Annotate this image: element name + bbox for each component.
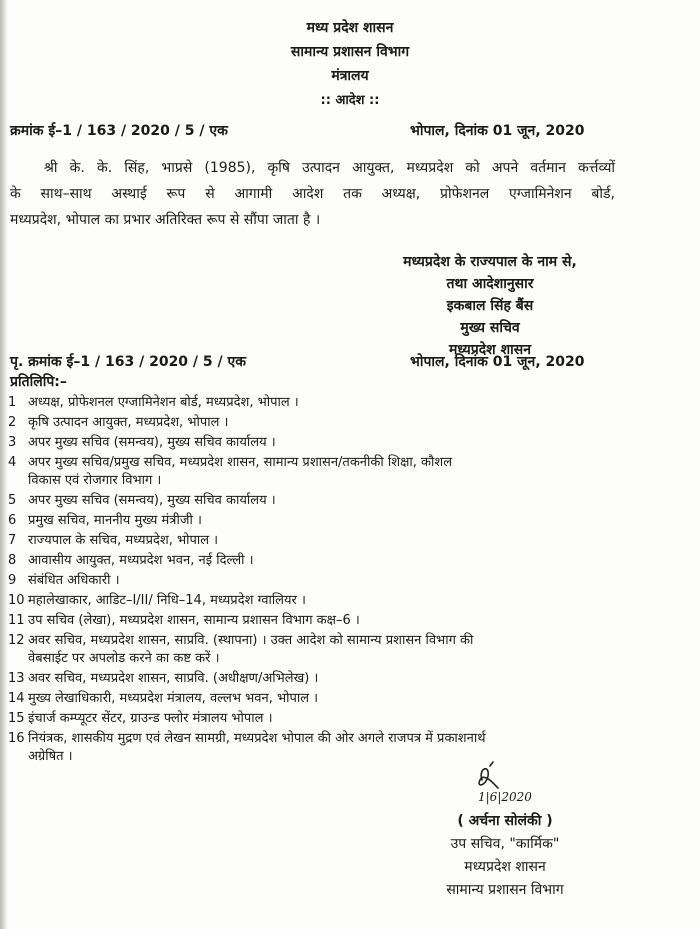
header-ministry: मंत्रालय xyxy=(331,68,369,84)
copy-list-item-number: 16 xyxy=(8,731,25,746)
copy-list-item-text: अध्यक्ष, प्रोफेशनल एग्जामिनेशन बोर्ड, मध्यप्रदेश, भोपाल । xyxy=(28,395,299,410)
header-government: मध्य प्रदेश शासन xyxy=(306,20,394,36)
copy-heading: प्रतिलिपि:– xyxy=(10,374,67,390)
order-body-line-1: श्री के. के. सिंह, भाप्रसे (1985), कृषि उत्पादन आयुक्त, मध्यप्रदेश को अपने वर्तमान कर्त्तव्यों xyxy=(44,160,615,176)
copy-list-item-number: 13 xyxy=(8,671,25,686)
copy-list-item xyxy=(8,708,273,726)
order-number: क्रमांक ई–1 / 163 / 2020 / 5 / एक xyxy=(10,123,228,139)
header-order-title: :: आदेश :: xyxy=(320,93,380,108)
copy-list-item-number: 11 xyxy=(8,613,25,628)
copy-list-item xyxy=(8,728,486,746)
copy-list-item-text: अपर मुख्य सचिव (समन्वय), मुख्य सचिव कार्यालय । xyxy=(28,435,276,450)
header-department: सामान्य प्रशासन विभाग xyxy=(290,44,410,60)
copy-list-item xyxy=(8,452,452,470)
copy-list-item-continuation: अग्रेषित । xyxy=(28,749,73,764)
copy-list-item-number: 15 xyxy=(8,711,25,726)
copy-list-item-text: प्रमुख सचिव, माननीय मुख्य मंत्रीजी । xyxy=(28,513,202,528)
signatory-name: ( अर्चना सोलंकी ) xyxy=(457,813,553,829)
copy-list-item xyxy=(8,510,202,528)
order-date: भोपाल, दिनांक 01 जून, 2020 xyxy=(410,123,585,139)
authority-line-1: मध्यप्रदेश के राज्यपाल के नाम से, xyxy=(403,254,577,270)
copy-list-item-number: 4 xyxy=(8,455,17,470)
signatory-designation: उप सचिव, "कार्मिक" xyxy=(450,836,560,852)
copy-list-item-continuation: वेबसाईट पर अपलोड करने का कष्ट करें । xyxy=(28,651,220,666)
signatory-department: सामान्य प्रशासन विभाग xyxy=(446,882,564,898)
copy-list-item-continuation: विकास एवं रोजगार विभाग । xyxy=(28,473,162,488)
copy-list-item xyxy=(8,432,276,450)
copy-list-item-number: 6 xyxy=(8,513,17,528)
copy-list-item-number: 8 xyxy=(8,553,17,568)
copy-list-item xyxy=(8,570,120,588)
copy-list-item-text: राज्यपाल के सचिव, मध्यप्रदेश, भोपाल । xyxy=(28,533,219,548)
copy-list-item xyxy=(8,668,318,686)
copy-list-item xyxy=(8,610,360,628)
copy-list-item xyxy=(8,590,306,608)
authority-designation: मुख्य सचिव xyxy=(460,320,520,336)
copy-list-item xyxy=(8,412,228,430)
authority-line-2: तथा आदेशानुसार xyxy=(446,276,534,292)
copy-list-item-number: 3 xyxy=(8,435,17,450)
handwritten-date: 1|6|2020 xyxy=(478,790,532,804)
copy-list-item-number: 9 xyxy=(8,573,17,588)
authority-name: इकबाल सिंह बैंस xyxy=(446,298,534,314)
copy-list-item-text: अवर सचिव, मध्यप्रदेश शासन, साप्रवि. (स्थापना) । उक्त आदेश को सामान्य प्रशासन विभाग की xyxy=(28,633,474,648)
copy-list-item xyxy=(8,490,276,508)
copy-list-item-number: 14 xyxy=(8,691,25,706)
order-body-line-2: के साथ–साथ अस्थाई रूप से आगामी आदेश तक अध्यक्ष, प्रोफेशनल एग्जामिनेशन बोर्ड, xyxy=(10,186,615,202)
copy-list-item-number: 5 xyxy=(8,493,17,508)
copy-list-item-text: अवर सचिव, मध्यप्रदेश शासन, साप्रवि. (अधीक्षण/अभिलेख) । xyxy=(28,671,319,686)
copy-list-item-text: अपर मुख्य सचिव/प्रमुख सचिव, मध्यप्रदेश शासन, सामान्य प्रशासन/तकनीकी शिक्षा, कौशल xyxy=(28,455,453,470)
copy-list-item-text: महालेखाकार, आडिट–I/II/ निधि–14, मध्यप्रदेश ग्वालियर । xyxy=(28,593,306,608)
copy-list-item-text: आवासीय आयुक्त, मध्यप्रदेश भवन, नई दिल्ली । xyxy=(28,553,254,568)
copy-list-item-number: 7 xyxy=(8,533,17,548)
copy-list-item xyxy=(8,630,473,648)
copy-list-item-text: नियंत्रक, शासकीय मुद्रण एवं लेखन सामग्री, मध्यप्रदेश भोपाल की ओर अगले राजपत्र में प्रकाशनार्थ xyxy=(28,731,486,746)
copy-list-item-number: 1 xyxy=(8,395,17,410)
signatory-government: मध्यप्रदेश शासन xyxy=(464,859,546,875)
copy-list-item-number: 12 xyxy=(8,633,25,648)
authority-government: मध्यप्रदेश शासन xyxy=(449,342,531,358)
copy-list-item-number: 10 xyxy=(8,593,25,608)
copy-number: पृ. क्रमांक ई–1 / 163 / 2020 / 5 / एक xyxy=(10,354,247,370)
copy-date: भोपाल, दिनांक 01 जून, 2020 xyxy=(410,354,585,370)
copy-list-item-text: कृषि उत्पादन आयुक्त, मध्यप्रदेश, भोपाल । xyxy=(28,415,229,430)
copy-list-item-text: उप सचिव (लेखा), मध्यप्रदेश शासन, सामान्य प्रशासन विभाग कक्ष–6 । xyxy=(28,613,360,628)
copy-list-item-number: 2 xyxy=(8,415,17,430)
order-body-line-3: मध्यप्रदेश, भोपाल का प्रभार अतिरिक्त रूप से सौंपा जाता है । xyxy=(10,212,321,228)
copy-list-item-text: मुख्य लेखाधिकारी, मध्यप्रदेश मंत्रालय, वल्लभ भवन, भोपाल । xyxy=(28,691,319,706)
copy-list-item xyxy=(8,392,299,410)
copy-list-item-text: अपर मुख्य सचिव (समन्वय), मुख्य सचिव कार्यालय । xyxy=(28,493,276,508)
copy-list-item-text: संबंधित अधिकारी । xyxy=(28,573,120,588)
copy-list-item xyxy=(8,550,254,568)
copy-list-item xyxy=(8,530,218,548)
copy-list-item xyxy=(8,688,318,706)
copy-list-item-text: इंचार्ज कम्प्यूटर सेंटर, ग्राउन्ड फ्लोर मंत्रालय भोपाल । xyxy=(28,711,273,726)
